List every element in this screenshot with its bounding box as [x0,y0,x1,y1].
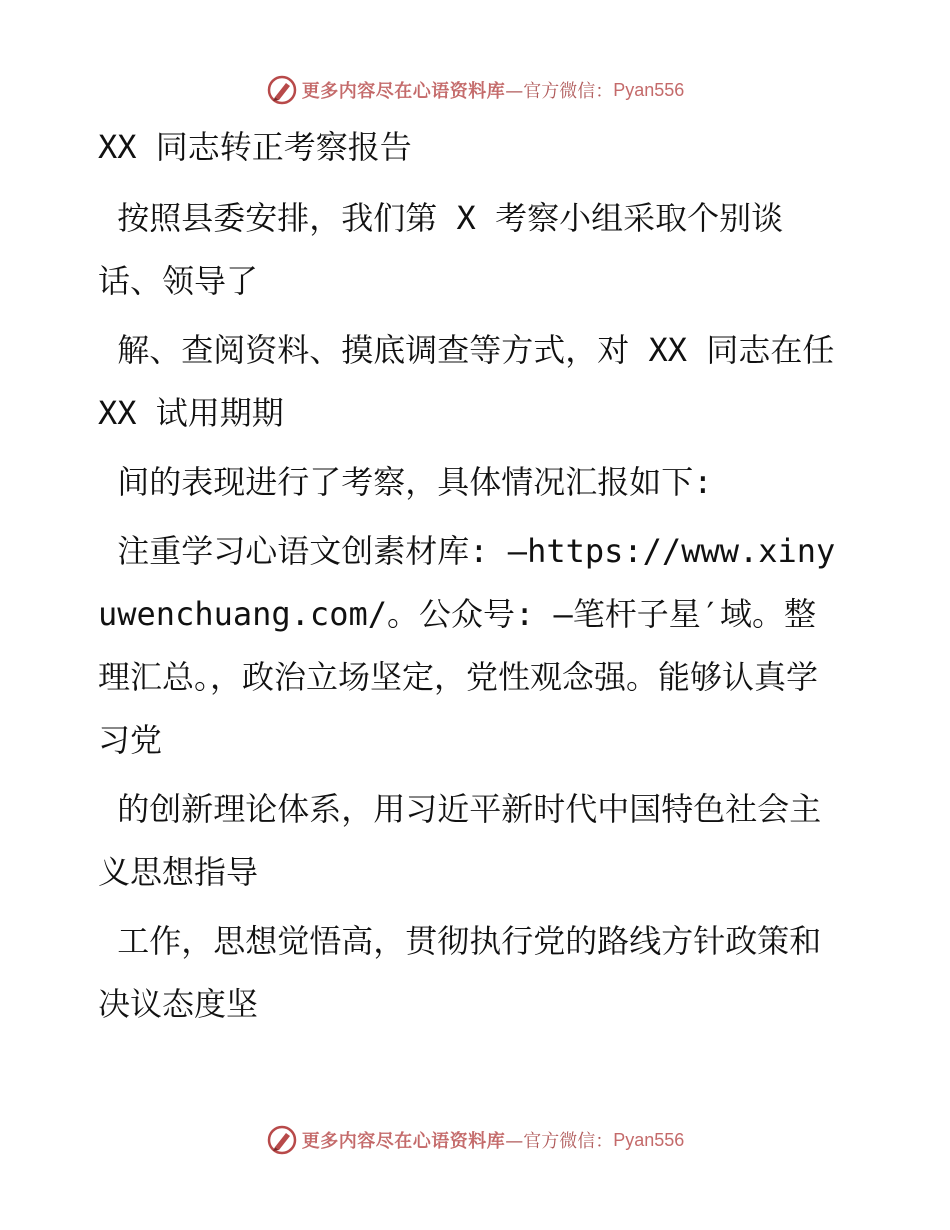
watermark-separator: —官方微信： [505,1131,614,1152]
pen-logo-icon [266,1124,298,1156]
footer-watermark [0,1120,950,1160]
header-watermark [0,70,950,110]
document-title: XX 同志转正考察报告 [98,128,412,166]
watermark-separator: —官方微信： [505,81,614,102]
paragraph: 注重学习心语文创素材库: —https://www.xinyuwenchuang.com/。公众号: —笔杆子星′域。整理汇总。，政治立场坚定，党性观念强。能够认真学习党 [98,532,836,759]
document-body [98,122,854,1042]
watermark-wechat-id: Pyan556 [613,79,685,100]
pen-logo-icon [266,74,298,106]
paragraph: 间的表现进行了考察，具体情况汇报如下: [98,463,713,501]
paragraph: 按照县委安排，我们第 X 考察小组采取个别谈话、领导了 [98,199,784,300]
watermark-text: 更多内容尽在心语资料库 [301,81,506,102]
watermark-text: 更多内容尽在心语资料库 [301,1131,506,1152]
paragraph: 的创新理论体系，用习近平新时代中国特色社会主义思想指导 [98,790,822,891]
paragraph: 工作，思想觉悟高，贯彻执行党的路线方针政策和决议态度坚 [98,922,822,1023]
watermark-wechat-id: Pyan556 [613,1129,685,1150]
paragraph: 解、查阅资料、摸底调查等方式，对 XX 同志在任 XX 试用期期 [98,331,854,432]
